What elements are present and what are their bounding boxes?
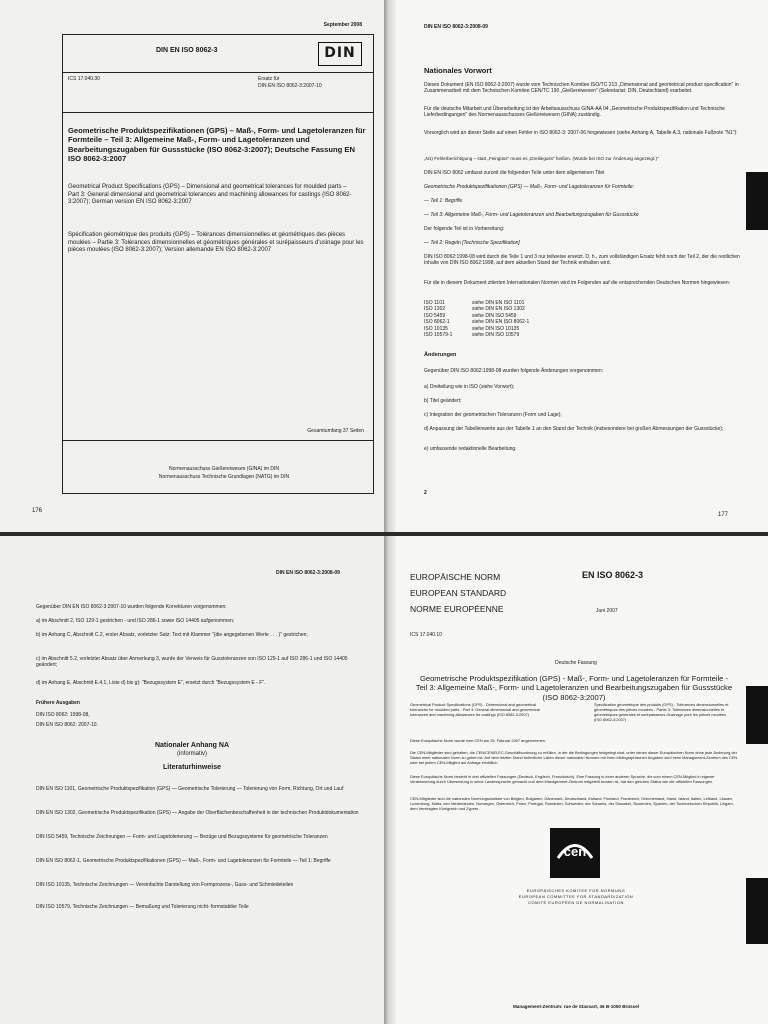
page-176 (0, 0, 384, 532)
page2-ref-table (424, 300, 584, 338)
page-177 (384, 0, 768, 532)
ref-iso: ISO 5459 (424, 312, 446, 319)
page2-para4: „N1) Fehlerberichtigung – statt „Feingüss" muss es „Dreilieguss" heißen. (Wurde bei ISO zur Änderung angezeigt.)" (424, 156, 659, 161)
page2-para3: Vorsorglich wird an dieser Stelle auf einen Fehler in ISO 8062-3: 2007-06 hingewiesen (siehe Anhang A, Tabelle A.3, nationale Fußnote "N1"): (424, 130, 738, 136)
page1-committee-2: Normenausschuss Technische Grundlagen (NATG) im DIN (158, 474, 290, 480)
page4-para2: Diese Europäische Norm besteht in drei offiziellen Fassungen (Deutsch, Englisch, Französisch). Eine Fassung in einer anderen Sprache, die vom einem CEN-Mitglied in eigener Verantwortung durch Übersetzung in seine Landessprache gemacht und dem Management-Zentrum mitgeteilt worden ist, hat den gleichen Status wie die offiziellen Fassungen. (410, 774, 715, 784)
page1-german-title: Geometrische Produktspezifikationen (GPS) – Maß-, Form- und Lagetoleranzen für Formteile – Teil 3: Allgemeine Maß-, Form- und Lagetoleranzen und Bearbeitungszugaben für Gussstücke (ISO 8062-3:2007); Deutsche Fassung EN ISO 8062-3:2007 (68, 126, 366, 164)
page2-change-e: e) umfassende redaktionelle Bearbeitung. (424, 446, 517, 452)
page1-committee-1: Normenausschuss Gießereiwesen (GINA) im DIN (168, 466, 280, 472)
page1-page-number: 176 (32, 508, 43, 514)
page4-para1: Die CEN-Mitglieder sind gehalten, die CEN/CENELEC-Geschäftsordnung zu erfüllen, in der die Bedingungen festgelegt sind, unter denen dieser Europäischen Norm ohne jede Änderung der Status einer nationalen Norm zu geben ist. Auf dem letzten Stand befindliche Listen dieser nationalen Normen mit ihren bibliographischen Angaben sind beim Management-Zentrum des CEN oder bei jedem CEN-Mitglied auf Anfrage erhältlich. (410, 750, 738, 765)
ref-iso: ISO 1101 (424, 300, 445, 306)
din-logo: DIN (318, 42, 362, 66)
page2-part3: — Teil 3: Allgemeine Maß-, Form- und Lagetoleranzen und Bearbeitungszugaben für Gussstücke (424, 212, 639, 218)
page1-replaces-label: Ersatz für (258, 76, 280, 82)
page3-annex-title: Nationaler Anhang NA (154, 742, 230, 749)
page4-norm-de: EUROPÄISCHE NORM (410, 572, 501, 582)
page1-pages-total: Gesamtumfang 37 Seiten (307, 428, 364, 434)
thumb-tab (746, 686, 768, 744)
cen-logo-text: cen (563, 844, 587, 859)
page2-change-d: d) Anpassung der Tabellenwerte aus der Tabelle 1 an den Stand der Technik (insbesondere bei großen Abmessungen der Gussstücke); (424, 426, 724, 432)
page1-frame (62, 34, 374, 494)
page2-para9: Für die in diesem Dokument zitierten Internationalen Normen wird im Folgenden auf die entsprechenden Deutschen Normen hingewiesen: (424, 280, 731, 286)
page2-para5: DIN EN ISO 8062 umfasst zurzeit die folgenden Teile unter dem allgemeinen Titel (424, 170, 605, 176)
thumb-tab (746, 878, 768, 944)
page-left-bottom (0, 536, 384, 1024)
page1-french-title: Spécification géométrique des produits (GPS) – Tolérances dimensionnelles et géométriques des pièces moulées – Partie 3: Tolérances dimensionnelles et géométriques générales et surépaisseurs d'usinage pour les pièces moulées (ISO 8062-3:2007); Version allemande EN ISO 8062-3:2007 (68, 232, 364, 253)
page4-fassung: Deutsche Fassung (555, 660, 597, 666)
page3-correction-d: d) im Anhang E, Abschnitt E.4.1, Liste d) bis g): "Bezugssystem E", ersetzt durch "Bezugssystem E - F". (36, 680, 266, 686)
ref-din: siehe DIN ISO 10135 (472, 325, 520, 332)
page1-english-title: Geometrical Product Specifications (GPS) – Dimensional and geometrical tolerances for moulded parts – Part 3: General dimensional and geometrical tolerances and machining allowances for castings (ISO 8062-3:2007); German version EN ISO 8062-3:2007 (68, 184, 352, 205)
page2-para7: Der folgende Teil ist in Vorbereitung: (424, 226, 505, 232)
thumb-tab (746, 172, 768, 230)
page4-number: EN ISO 8062-3 (582, 570, 644, 580)
page3-lit-3: DIN ISO 5459, Technische Zeichnungen — Form- und Lagetolerierung — Bezüge und Bezugssysteme für geometrische Toleranzen (36, 834, 328, 840)
page3-earlier-2: DIN EN ISO 8062: 2007-10. (36, 722, 98, 728)
page4-date: Juni 2007 (596, 608, 618, 614)
page2-para8: DIN ISO 8062:1998-08 wird durch die Teile 1 und 3 nur teilweise ersetzt. D. h., zum vollständigen Ersatz fehlt noch der Teil 2, der die restlichen Inhalte von DIN ISO 8062:1998, auf dem aktuellen Stand der Technik enthalten wird. (424, 254, 740, 267)
page1-ics: ICS 17.040.30 (68, 76, 100, 82)
page1-date: September 2008 (323, 22, 362, 28)
page3-intro: Gegenüber DIN EN ISO 8062-3:2007-10 wurden folgende Korrekturen vorgenommen: (36, 604, 227, 610)
page4-accepted: Diese Europäische Norm wurde vom CEN am 25. Februar 2007 angenommen. (410, 738, 547, 743)
page4-norm-en: EUROPEAN STANDARD (410, 588, 507, 598)
ref-din: siehe DIN EN ISO 1302 (472, 306, 525, 313)
page4-ics: ICS 17.040.10 (410, 632, 442, 638)
page4-norm-fr: NORME EUROPÉENNE (410, 604, 504, 614)
page4-cen-de: EUROPÄISCHES KOMITEE FÜR NORMUNG (526, 888, 626, 893)
page1-title-box: DIN EN ISO 8062-3 (156, 47, 218, 54)
page2-para2: Für die deutsche Mitarbeit und Überarbeitung ist der Arbeitsausschuss GINA-AA 04 „Geometrische Produktspezifikation und Technische Lieferbedingungen" des Normenausschusses Gießereiwesen (GINA) zuständig. (424, 106, 725, 119)
page4-para3: CEN-Mitglieder sind die nationalen Normungsinstitute von Belgien, Bulgarien, Dänemark, Deutschland, Estland, Finnland, Frankreich, Griechenland, Irland, Island, Italien, Lettland, Litauen, Luxemburg, Malta, den Niederlanden, Norwegen, Österreich, Polen, Portugal, Rumänien, Schweden, der Schweiz, der Slowakei, Slowenien, Spanien, der Tschechischen Republik, Ungarn, dem Vereinigten Königreich und Zypern. (410, 796, 734, 811)
page2-heading: Nationales Vorwort (424, 66, 492, 75)
page2-change-a: a) Dreiteilung wie in ISO (siehe Vorwort); (424, 384, 515, 390)
page4-title: Geometrische Produktspezifikation (GPS) - Maß-, Form- und Lagetoleranzen für Formteile - Teil 3: Allgemeine Maß-, Form- und Lagetoleranzen und Bearbeitungszugaben für Gussstücke (ISO 8062-3:2007) (415, 674, 733, 702)
page3-earlier-heading: Frühere Ausgaben (36, 700, 80, 706)
ref-din: siehe DIN EN ISO 1101 (472, 300, 525, 306)
page3-correction-a: a) im Abschnitt 2, ISO 129-1 gestrichen - und ISO 286-1 sowie ISO 14405 aufgenommen; (36, 618, 235, 624)
ref-iso: ISO 10579-1 (424, 332, 453, 339)
page2-para1: Dieses Dokument (EN ISO 8062-3:2007) wurde vom Technischen Komitee ISO/TC 213 „Dimensional and geometrical product specification" in Zusammenarbeit mit dem Technischen Komitee CEN/TC 190 „Gießereiwesen" (Sekretariat: DIN, Deutschland) erarbeitet. (424, 82, 739, 95)
page3-lit-6: DIN ISO 10579, Technische Zeichnungen — Bemaßung und Tolerierung nicht- formstabiler Teile (36, 904, 249, 910)
page2-change-b: b) Titel geändert; (424, 398, 462, 404)
page3-lit-2: DIN EN ISO 1302, Geometrische Produktspezifikation (GPS) — Angabe der Oberflächenbeschaffenheit in der technischen Produktdokumentation (36, 810, 359, 816)
page-right-bottom (384, 536, 768, 1024)
page2-part2: — Teil 2: Regeln [Technische Spezifikation] (424, 240, 520, 246)
page2-changes-intro: Gegenüber DIN ISO 8062:1998-08 wurden folgende Änderungen vorgenommen: (424, 368, 604, 374)
page1-replaces-value: DIN EN ISO 8062-3:2007-10 (258, 83, 322, 89)
ref-din: siehe DIN EN ISO 8062-1 (472, 319, 530, 326)
page3-correction-c: c) im Abschnitt 5.2, vorletzter Absatz über Anmerkung 3, wurde der Verweis für Gusstoleranzen von ISO 129-1 auf ISO 286-1 und ISO 14405 geändert; (36, 656, 348, 669)
page2-para6: Geometrische Produktspezifikationen (GPS) — Maß-, Form- und Lagetoleranzen für Formteile: (424, 184, 635, 190)
page2-page-small: 2 (424, 490, 427, 496)
page3-annex-sub: (informativ) (176, 751, 207, 757)
page3-correction-b: b) im Anhang C, Abschnitt C.2, erster Absatz, vorletzter Satz: Text mit Klammer "(die angegebenen Werte . . . )" gestrichen; (36, 632, 308, 638)
page3-lit-1: DIN EN ISO 1101, Geometrische Produktspezifikation (GPS) — Geometrische Tolerierung — Tolerierung von Form, Richtung, Ort und Lauf (36, 786, 344, 792)
ref-iso: ISO 10135 (424, 325, 448, 332)
ref-din: siehe DIN ISO 5459 (472, 312, 517, 319)
page2-changes-heading: Änderungen (424, 352, 457, 358)
ref-din: siehe DIN ISO 10579 (472, 332, 520, 339)
ref-iso: ISO 8062-1 (424, 319, 450, 326)
page3-lit-5: DIN ISO 10135, Technische Zeichnungen — Vereinfachte Darstellung von Formprozess-, Guss- und Schmiedeteilen (36, 882, 294, 888)
page2-part1: — Teil 1: Begriffe (424, 198, 463, 204)
ref-iso: ISO 1302 (424, 306, 446, 313)
page3-lit-heading: Literaturhinweise (163, 764, 221, 771)
page4-cen-fr: COMITÉ EUROPÉEN DE NORMALISATION (528, 900, 624, 905)
page4-en-title: Geometrical Product Specifications (GPS) - Dimensional and geometrical tolerances for moulded parts - Part 3: General dimensional and geometrical tolerances and machining allowances for castings (ISO 8062-3:2007) (410, 702, 540, 717)
page4-cen-en: EUROPEAN COMMITTEE FOR STANDARDIZATION (518, 894, 634, 899)
page2-page-number: 177 (717, 512, 728, 518)
page3-lit-4: DIN EN ISO 8062-1, Geometrische Produktspezifikationen (GPS) — Maß-, Form- und Lagetoleranzen für Formteile — Teil 1: Begriffe (36, 858, 331, 864)
page3-header: DIN EN ISO 8062-3:2008-09 (276, 570, 340, 576)
cen-logo (550, 828, 600, 878)
page4-fr-title: Spécification géométrique des produits (GPS) - Tolérances dimensionnelles et géométriques des pièces moulées - Partie 3: Tolérances dimensionnelles et géométriques générales et surépaisseurs d'usinage pour les pièces moulées (ISO 8062-3:2007) (594, 702, 729, 722)
page4-management: Management-Zentrum: rue de Stassart, 36 B-1050 Brüssel (512, 1004, 640, 1009)
page2-change-c: c) Integration der geometrischen Toleranzen (Form und Lage); (424, 412, 562, 418)
page3-earlier-1: DIN ISO 8062: 1998-08, (36, 712, 90, 718)
page2-header: DIN EN ISO 8062-3:2008-09 (424, 24, 488, 30)
